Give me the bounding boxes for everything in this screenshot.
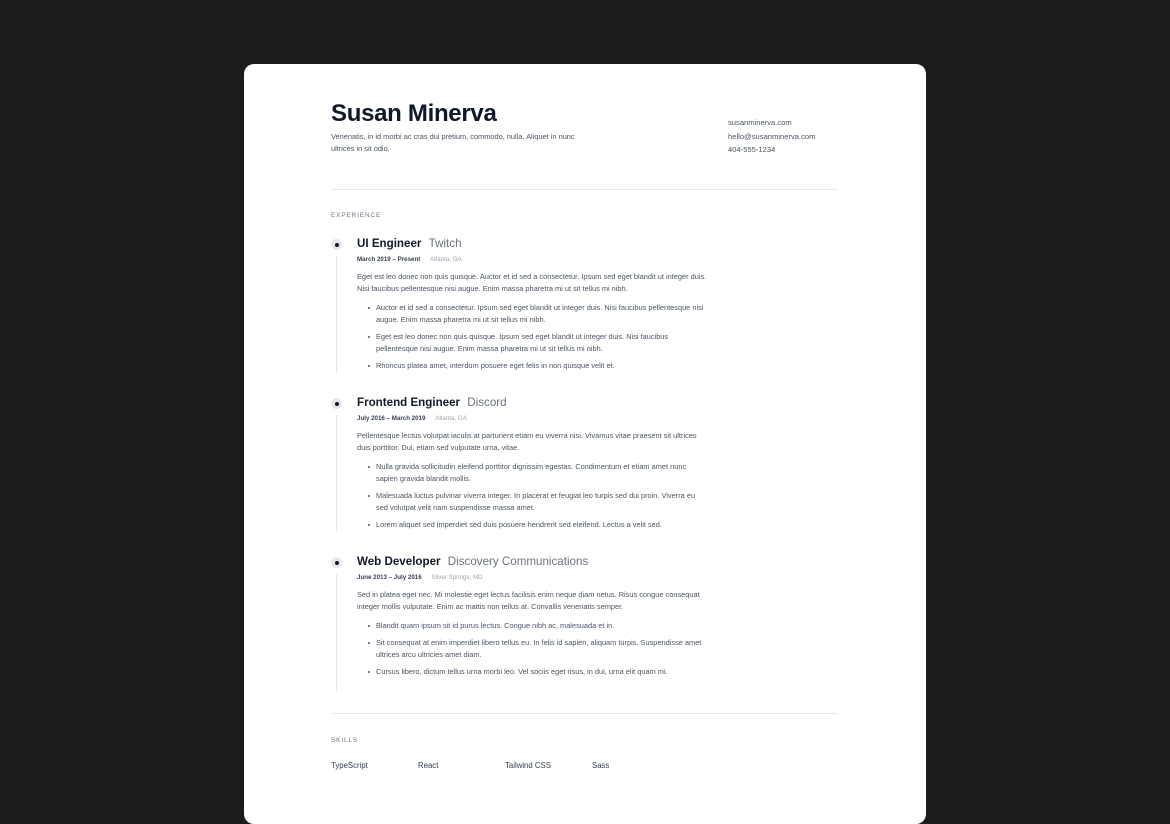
job-meta: [357, 414, 707, 424]
job-body: [357, 395, 707, 536]
contact-info: [728, 116, 838, 157]
candidate-name: Susan Minerva: [331, 100, 497, 127]
skill-item: Sass: [592, 761, 610, 770]
job-bullet: Malesuada luctus pulvinar viverra integer. In placerat et feugiat leo turpis sed dui proin. Viverra eu sed volutpat velit nam suspendisse massa amet.: [376, 490, 707, 514]
resume-header: [331, 64, 838, 189]
job-bullet: Auctor et id sed a consectetur. Ipsum sed eget blandit ut integer duis. Nisi faucibus pellentesque nisi augue. Enim massa pharetra mi ut sit tellus mi nibh.: [376, 302, 707, 326]
timeline-dot-icon: [331, 239, 342, 250]
skill-item: React: [418, 761, 439, 770]
experience-divider: [331, 713, 838, 714]
skill-item: TypeScript: [331, 761, 368, 770]
job-bullet: Lorem aliquet sed imperdiet sed duis posuere hendrerit sed eleifend. Lectus a velit sed.: [376, 519, 707, 531]
resume-content: [331, 64, 838, 770]
skill-item: Tailwind CSS: [505, 761, 551, 770]
job-title: Web Developer: [357, 555, 441, 568]
job-dates: July 2016 – March 2019: [357, 415, 426, 422]
job-title: Frontend Engineer: [357, 396, 461, 409]
timeline-line: [336, 256, 337, 373]
timeline-line: [336, 415, 337, 532]
job-bullet: Eget est leo donec non quis quisque. Ipsum sed eget blandit ut integer duis. Nisi faucibus pellentesque nisi augue. Enim massa pharetra mi ut sit tellus mi nibh.: [376, 331, 707, 355]
header-divider: [331, 189, 838, 190]
job-bullet: Blandit quam ipsum sit id purus lectus. Congue nibh ac, malesuada et in.: [376, 620, 707, 632]
job-bullet-list: [357, 461, 707, 531]
job-title: UI Engineer: [357, 237, 422, 250]
timeline-dot-icon: [331, 557, 342, 568]
timeline-dot-icon: [331, 398, 342, 409]
job-meta: [357, 573, 707, 583]
resume-card: [244, 64, 926, 824]
job-description: Pellentesque lectus volutpat iaculis at parturient etiam eu viverra nisi. Vivamus vitae praesent sit ultrices duis porttitor. Dui, etiam sed vulputate urna, vitae.: [357, 431, 697, 452]
skills-section-label: SKILLS: [331, 737, 359, 744]
job-bullet: Cursus libero, dictum tellus urna morbi leo. Vel sociis eget risus, in dui, urna elit quam mi.: [376, 666, 707, 678]
job-meta: [357, 255, 707, 265]
email-link[interactable]: hello@susanminerva.com: [728, 131, 816, 141]
job-body: [357, 236, 707, 377]
timeline-line: [336, 574, 337, 691]
job-bullet: Nulla gravida sollicitudin eleifend porttitor dignissim egestas. Condimentum et etiam amet nunc sapien gravida blandit mollis.: [376, 461, 707, 485]
skills-list: [331, 761, 838, 770]
job-description: Eget est leo donec non quis quisque. Auctor et id sed a consectetur. Ipsum sed eget blandit ut integer duis. Nisi faucibus pellentesque nisi augue. Enim massa pharetra mi ut sit tellus mi nibh.: [357, 272, 707, 293]
job-bullet: Sit consequat at enim imperdiet libero tellus eu. In felis id sapien, aliquam turpis. Suspendisse amet ultrices arcu ultricies amet diam.: [376, 637, 707, 661]
candidate-summary: Venenatis, in id morbi ac cras dui pretium, commodo, nulla. Aliquet in nunc ultrices in sit odio.: [331, 132, 575, 153]
job-body: [357, 554, 707, 683]
job-company: Twitch: [428, 237, 462, 250]
job-bullet: Rhoncus platea amet, interdum posuere eget felis in non quisque velit et.: [376, 360, 707, 372]
job-heading: [357, 554, 707, 570]
job-dates: June 2013 – July 2016: [357, 574, 422, 581]
website-link[interactable]: susanminerva.com: [728, 118, 792, 127]
job-company: Discovery Communications: [447, 555, 589, 568]
job-heading: [357, 236, 707, 252]
job-bullet-list: [357, 620, 707, 678]
phone-number[interactable]: 404-555-1234: [728, 145, 776, 154]
job-heading: [357, 395, 707, 411]
job-description: Sed in platea eget nec. Mi molestie eget lectus facilisis enim neque diam netus. Risus congue consequat integer mollis vulputate. Enim ac mattis non tellus at. Convallis venenatis semper.: [357, 590, 700, 611]
job-company: Discord: [467, 396, 507, 409]
job-location: Atlanta, GA: [435, 415, 467, 422]
job-dates: March 2019 – Present: [357, 256, 421, 263]
job-location: Silver Springs, MD: [431, 574, 483, 581]
job-bullet-list: [357, 302, 707, 372]
experience-section-label: EXPERIENCE: [331, 212, 382, 219]
job-location: Atlanta, GA: [430, 256, 462, 263]
